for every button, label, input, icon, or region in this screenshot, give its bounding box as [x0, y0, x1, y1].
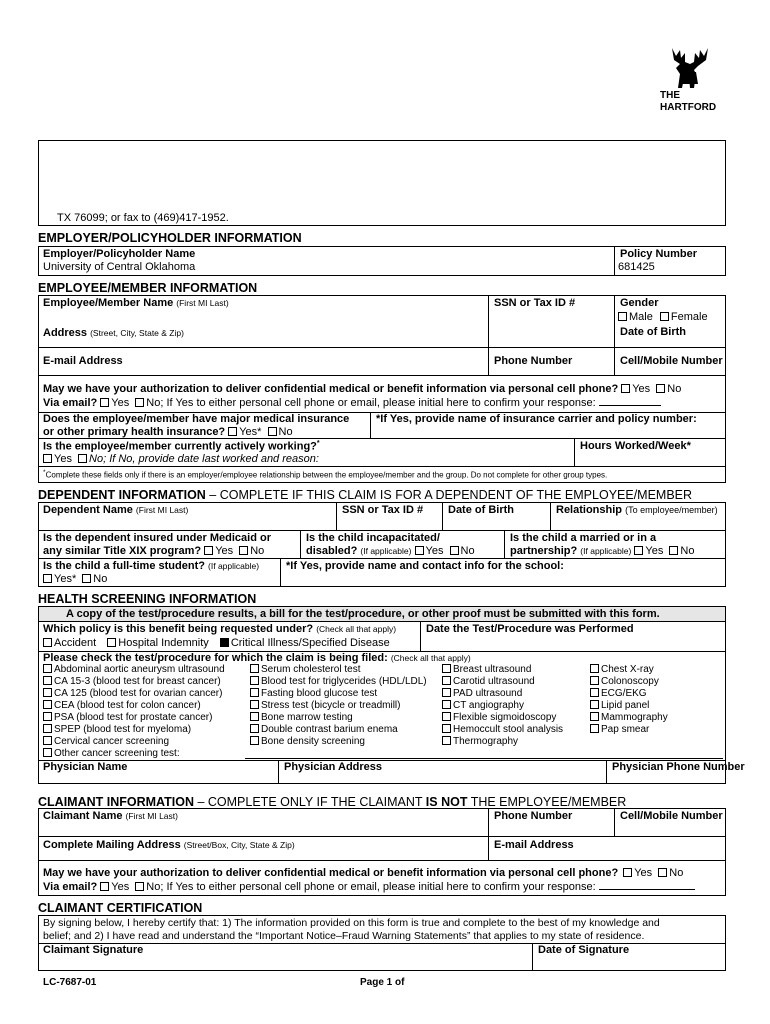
married-no-checkbox[interactable]	[669, 546, 678, 555]
employee-address-label: Address (Street, City, State & Zip)	[43, 327, 184, 339]
employee-email-label: E-mail Address	[43, 355, 123, 367]
other-test-item[interactable]: Other cancer screening test:	[43, 748, 225, 760]
critical-illness-checkbox[interactable]	[220, 638, 229, 647]
other-insurance-yes-checkbox[interactable]	[228, 427, 237, 436]
claimant-auth-question: May we have your authorization to deliver confidential medical or benefit information via personal cell phone? Yes No	[43, 867, 684, 879]
test-item[interactable]: Flexible sigmoidoscopy	[442, 712, 563, 724]
address-text: TX 76099; or fax to (469)417-1952.	[57, 212, 229, 224]
test-item[interactable]: PSA (blood test for prostate cancer)	[43, 712, 225, 724]
test-column-1	[43, 664, 225, 760]
other-test-line	[245, 758, 723, 759]
claimant-auth-email-yes-checkbox[interactable]	[100, 882, 109, 891]
page-number: Page 1 of	[360, 977, 405, 988]
policy-number-value: 681425	[618, 261, 655, 273]
test-column-4	[590, 664, 668, 736]
student-no-checkbox[interactable]	[82, 574, 91, 583]
employee-auth-question: May we have your authorization to deliver confidential medical or benefit information via personal cell phone? Yes No	[43, 383, 682, 395]
accident-checkbox[interactable]	[43, 638, 52, 647]
employee-auth-email: Via email? Yes No; If Yes to either personal cell phone or email, please initial here to confirm your response:	[43, 397, 661, 409]
test-column-3	[442, 664, 563, 748]
medicaid-options: any similar Title XIX program? Yes No	[43, 545, 265, 557]
policy-number-label: Policy Number	[620, 248, 698, 260]
incapacitated-options: disabled? (If applicable) Yes No	[306, 545, 475, 557]
test-item[interactable]: Cervical cancer screening	[43, 736, 225, 748]
employer-name-value: University of Central Oklahoma	[43, 261, 196, 273]
auth-cell-no-checkbox[interactable]	[656, 384, 665, 393]
claimant-phone-label: Phone Number	[494, 810, 573, 822]
test-item[interactable]: Pap smear	[590, 724, 668, 736]
incapacitated-yes-checkbox[interactable]	[415, 546, 424, 555]
actively-working-question: Is the employee/member currently actively working?*	[43, 440, 320, 453]
gender-label: Gender	[620, 297, 659, 309]
hospital-indemnity-checkbox[interactable]	[107, 638, 116, 647]
employer-name-label: Employer/Policyholder Name	[43, 248, 196, 260]
married-yes-checkbox[interactable]	[634, 546, 643, 555]
logo-line2: HARTFORD	[660, 102, 717, 113]
test-item[interactable]: Thermography	[442, 736, 563, 748]
dependent-relationship-label: Relationship (To employee/member)	[556, 504, 718, 516]
claimant-name-label: Claimant Name (First MI Last)	[43, 810, 178, 822]
claimant-signature-label: Claimant Signature	[43, 944, 144, 956]
actively-working-options: Yes No; If No, provide date last worked and reason:	[43, 453, 319, 465]
test-item[interactable]: CEA (blood test for colon cancer)	[43, 700, 225, 712]
logo-line1: THE	[660, 90, 680, 101]
policy-question: Which policy is this benefit being requested under? (Check all that apply)	[43, 623, 397, 635]
married-question: Is the child a married or in a	[510, 532, 657, 544]
claimant-auth-cell-no-checkbox[interactable]	[658, 868, 667, 877]
test-column-2	[250, 664, 427, 748]
signature-date-label: Date of Signature	[538, 944, 630, 956]
test-item[interactable]: Breast ultrasound	[442, 664, 563, 676]
test-date-label: Date the Test/Procedure was Performed	[426, 623, 634, 635]
test-item[interactable]: CA 125 (blood test for ovarian cancer)	[43, 688, 225, 700]
other-insurance-note: *If Yes, provide name of insurance carrier and policy number:	[376, 413, 697, 425]
test-item[interactable]: Mammography	[590, 712, 668, 724]
hartford-logo	[650, 44, 730, 120]
employee-footnote: *Complete these fields only if there is an employer/employee relationship between the employee/member and the group. Do not complete for other group types.	[43, 469, 608, 480]
employee-heading: EMPLOYEE/MEMBER INFORMATION	[38, 281, 258, 295]
address-box	[38, 140, 726, 226]
test-item[interactable]: Chest X-ray	[590, 664, 668, 676]
certification-line-1: By signing below, I hereby certify that: 1) The information provided on this form is true and complete to the best of my knowledge and	[43, 917, 660, 929]
claimant-heading: CLAIMANT INFORMATION – COMPLETE ONLY IF THE CLAIMANT IS NOT THE EMPLOYEE/MEMBER	[38, 795, 627, 809]
test-item[interactable]: Blood test for triglycerides (HDL/LDL)	[250, 676, 427, 688]
active-yes-checkbox[interactable]	[43, 454, 52, 463]
student-question: Is the child a full-time student? (If applicable)	[43, 560, 260, 572]
physician-name-label: Physician Name	[43, 761, 128, 773]
test-item[interactable]: Colonoscopy	[590, 676, 668, 688]
student-options: Yes* No	[43, 573, 107, 585]
other-insurance-no-checkbox[interactable]	[268, 427, 277, 436]
certification-heading: CLAIMANT CERTIFICATION	[38, 901, 203, 915]
test-item[interactable]: Stress test (bicycle or treadmill)	[250, 700, 427, 712]
married-options: partnership? (If applicable) Yes No	[510, 545, 695, 557]
employee-name-label: Employee/Member Name (First MI Last)	[43, 297, 229, 309]
test-item[interactable]: CA 15-3 (blood test for breast cancer)	[43, 676, 225, 688]
test-item[interactable]: Hemoccult stool analysis	[442, 724, 563, 736]
medicaid-no-checkbox[interactable]	[239, 546, 248, 555]
test-item[interactable]: Carotid ultrasound	[442, 676, 563, 688]
employee-dob-label: Date of Birth	[620, 326, 686, 338]
claimant-mailing-label: Complete Mailing Address (Street/Box, City, State & Zip)	[43, 839, 295, 851]
auth-cell-yes-checkbox[interactable]	[621, 384, 630, 393]
other-insurance-question-2: or other primary health insurance? Yes* No	[43, 426, 293, 438]
test-item[interactable]: Lipid panel	[590, 700, 668, 712]
employer-heading: EMPLOYER/POLICYHOLDER INFORMATION	[38, 231, 302, 245]
physician-address-label: Physician Address	[284, 761, 383, 773]
test-item[interactable]: ECG/EKG	[590, 688, 668, 700]
employee-ssn-label: SSN or Tax ID #	[494, 297, 576, 309]
test-item[interactable]: Bone density screening	[250, 736, 427, 748]
auth-email-yes-checkbox[interactable]	[100, 398, 109, 407]
active-no-checkbox[interactable]	[78, 454, 87, 463]
test-item[interactable]: Serum cholesterol test	[250, 664, 427, 676]
certification-line-2: belief; and 2) I have read and understand the “Important Notice–Fraud Warning Statements” that applies to my state of residence.	[43, 930, 645, 942]
test-item[interactable]: Fasting blood glucose test	[250, 688, 427, 700]
dependent-heading: DEPENDENT INFORMATION – COMPLETE IF THIS CLAIM IS FOR A DEPENDENT OF THE EMPLOYEE/MEMBER	[38, 488, 693, 502]
claimant-cell-label: Cell/Mobile Number	[620, 810, 723, 822]
stag-icon	[650, 44, 730, 92]
gender-options: Male Female	[618, 311, 708, 323]
medicaid-question: Is the dependent insured under Medicaid or	[43, 532, 271, 544]
employee-cell-label: Cell/Mobile Number	[620, 355, 723, 367]
other-insurance-question: Does the employee/member have major medical insurance	[43, 413, 350, 425]
test-item[interactable]: CT angiography	[442, 700, 563, 712]
incapacitated-no-checkbox[interactable]	[450, 546, 459, 555]
test-question: Please check the test/procedure for which the claim is being filed: (Check all that apply)	[43, 652, 471, 664]
health-banner-text: A copy of the test/procedure results, a bill for the test/procedure, or other proof must be submitted with this form.	[66, 608, 660, 620]
test-item[interactable]: Abdominal aortic aneurysm ultrasound	[43, 664, 225, 676]
test-item[interactable]: PAD ultrasound	[442, 688, 563, 700]
test-item[interactable]: Bone marrow testing	[250, 712, 427, 724]
claimant-auth-cell-yes-checkbox[interactable]	[623, 868, 632, 877]
male-checkbox[interactable]	[618, 312, 627, 321]
claimant-auth-email-no-checkbox[interactable]	[135, 882, 144, 891]
student-yes-checkbox[interactable]	[43, 574, 52, 583]
medicaid-yes-checkbox[interactable]	[204, 546, 213, 555]
form-id: LC-7687-01	[43, 977, 97, 988]
claimant-email-label: E-mail Address	[494, 839, 574, 851]
employee-phone-label: Phone Number	[494, 355, 573, 367]
claimant-auth-email: Via email? Yes No; If Yes to either personal cell phone or email, please initial here to confirm your response:	[43, 881, 695, 893]
school-note: *If Yes, provide name and contact info for the school:	[286, 560, 564, 572]
dependent-dob-label: Date of Birth	[448, 504, 514, 516]
incapacitated-question: Is the child incapacitated/	[306, 532, 440, 544]
physician-phone-label: Physician Phone Number	[612, 761, 745, 773]
test-item[interactable]: SPEP (blood test for myeloma)	[43, 724, 225, 736]
policy-options: Accident Hospital Indemnity Critical Illness/Specified Disease	[43, 637, 390, 649]
hours-worked-label: Hours Worked/Week*	[580, 440, 691, 452]
dependent-name-label: Dependent Name (First MI Last)	[43, 504, 189, 516]
test-item[interactable]: Double contrast barium enema	[250, 724, 427, 736]
auth-email-no-checkbox[interactable]	[135, 398, 144, 407]
female-checkbox[interactable]	[660, 312, 669, 321]
health-heading: HEALTH SCREENING INFORMATION	[38, 592, 257, 606]
dependent-ssn-label: SSN or Tax ID #	[342, 504, 424, 516]
